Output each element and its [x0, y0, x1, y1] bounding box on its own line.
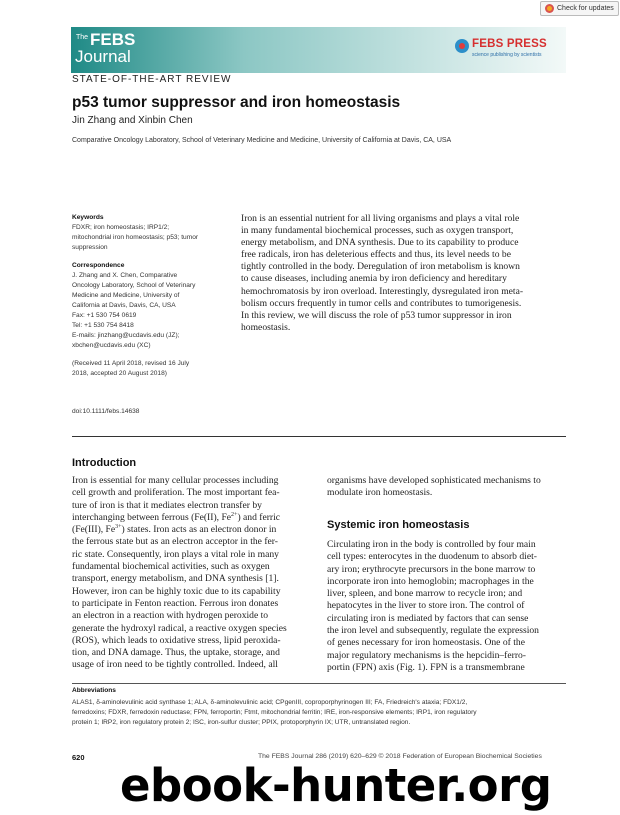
body-line: the ferrous state but as an electron acceptor in the fer- [72, 536, 278, 548]
febs-press-logo [455, 37, 565, 63]
body-line: ary iron; erythrocyte precursors in the bone marrow to [327, 563, 536, 575]
systemic-iron-text [327, 539, 565, 674]
body-line: an electron in a reaction with hydrogen peroxide to [72, 610, 269, 622]
body-line: transport, energy metabolism, and DNA synthesis [1]. [72, 573, 279, 585]
body-line: liver, spleen, and bone marrow to recycle iron; and [327, 588, 523, 600]
superscript: 2+ [231, 511, 238, 518]
body-line: generate the hydroxyl radical, a reactive oxygen species [72, 622, 287, 634]
body-line [72, 512, 310, 524]
fax-number: Fax: +1 530 754 0619 [72, 312, 137, 319]
body-line [72, 524, 310, 536]
keywords-line: mitochondrial iron homeostasis; p53; tumor [72, 234, 199, 241]
article-metadata-sidebar [72, 213, 232, 379]
correspondence-heading: Correspondence [72, 262, 125, 269]
body-line: Iron is essential for many cellular processes including [72, 475, 279, 486]
body-line: circulating iron is mediated by factors that can sense [327, 612, 529, 624]
body-line: cell types: enterocytes in the duodenum to absorb diet- [327, 551, 537, 563]
abbreviations-heading: Abbreviations [72, 687, 116, 694]
text-run: ) and ferric [237, 511, 281, 523]
systemic-iron-heading: Systemic iron homeostasis [327, 519, 470, 531]
keywords-line: FDXR; iron homeostasis; IRP1/2; [72, 224, 170, 231]
body-line: usage of iron need to be tightly controlled. Indeed, all [72, 659, 278, 671]
journal-logo-journal: Journal [75, 47, 131, 66]
body-line: However, iron can be highly toxic due to its capability [72, 585, 281, 597]
article-affiliation: Comparative Oncology Laboratory, School of Veterinary Medicine and Medicine, University of California at Davis, CA, USA [72, 137, 452, 144]
introduction-heading: Introduction [72, 457, 137, 469]
section-divider [72, 436, 566, 437]
abstract [241, 213, 566, 334]
introduction-continued [327, 475, 565, 500]
keywords-line: suppression [72, 244, 108, 251]
tel-number: Tel: +1 530 754 8418 [72, 322, 134, 329]
body-line: incorporate iron into hemoglobin; macrophages in the [327, 575, 534, 587]
correspondence-line: Oncology Laboratory, School of Veterinary [72, 282, 196, 289]
journal-logo-febs: FEBS [90, 30, 136, 49]
watermark: ebook-hunter.org [120, 759, 552, 812]
abstract-line: to cause diseases, including anemia by iron deficiency and hereditary [241, 273, 507, 285]
body-line: portin (FPN) axis (Fig. 1). FPN is a transmembrane [327, 661, 525, 673]
febs-press-name: FEBS PRESS [472, 38, 547, 50]
body-line: tion, and DNA damage. Thus, the uptake, storage, and [72, 647, 280, 659]
text-run: interchanging between ferrous (Fe(II), Fe [72, 511, 232, 523]
abstract-line: energy metabolism, and DNA synthesis. Due to its capability to produce [241, 237, 519, 249]
febs-press-tagline: science publishing by scientists [472, 52, 542, 58]
email-link[interactable]: E-mails: jinzhang@ucdavis.edu (JZ); [72, 332, 180, 339]
correspondence-line: J. Zhang and X. Chen, Comparative [72, 272, 178, 279]
keywords-heading: Keywords [72, 214, 104, 221]
febs-press-icon [455, 39, 469, 53]
doi-link[interactable]: doi:10.1111/febs.14638 [72, 408, 140, 415]
abstract-line: bolism occurs frequently in tumor cells and contributes to tumorigenesis. [241, 297, 522, 309]
journal-logo-the: The [76, 34, 89, 41]
correspondence-line: California at Davis, Davis, CA, USA [72, 302, 176, 309]
abstract-line: hemochromatosis by iron overload. Interestingly, dysregulated iron meta- [241, 285, 524, 297]
abbreviations-line: ALAS1, δ-aminolevulinic acid synthase 1; ALA, δ-aminolevulinic acid; CPgenIII, coproporphyrinogen III; FA, Friedreich's ataxia; FDX1/2, [72, 699, 468, 706]
abbreviations-line: protein 1; IRP2, iron regulatory protein 2; ISC, iron-sulfur cluster; PPIX, protoporphyrin IX; UTR, untranslated region. [72, 719, 411, 726]
abstract-line: in many fundamental biochemical processes, such as oxygen transport, [241, 225, 514, 237]
body-line: ture of iron is that it mediates electron transfer by [72, 499, 262, 511]
body-line: ric state. Consequently, iron plays a vital role in many [72, 548, 279, 560]
body-line: Circulating iron in the body is controlled by four main [327, 539, 536, 550]
journal-citation: The FEBS Journal 286 (2019) 620–629 © 2018 Federation of European Biochemical Societies [258, 753, 542, 760]
body-line: hepatocytes in the liver to store iron. The control of [327, 600, 525, 612]
abbreviations-list [72, 698, 566, 728]
abstract-line: free radicals, iron has deleterious effects and thus, its level needs to be [241, 249, 511, 261]
superscript: 3+ [115, 524, 122, 531]
abstract-line: Iron is an essential nutrient for all living organisms and plays a vital role [241, 213, 520, 224]
received-dates-line: (Received 11 April 2018, revised 16 July [72, 360, 190, 367]
correspondence-line: Medicine and Medicine, University of [72, 292, 180, 299]
body-line: cell growth and proliferation. The most important fea- [72, 487, 280, 499]
check-for-updates-label: Check for updates [557, 5, 614, 12]
body-line: to participate in Fenton reaction. Ferrous iron donates [72, 597, 279, 609]
abbreviations-divider [72, 683, 566, 684]
abbreviations-line: ferredoxins; FDXR, ferredoxin reductase; FPN, ferroportin; Ftmt, mitochondrial ferritin; IRE, iron-responsive elements; IRP1, iron regulatory [72, 709, 477, 716]
article-authors: Jin Zhang and Xinbin Chen [72, 115, 193, 126]
body-line: (ROS), which leads to oxidative stress, lipid peroxida- [72, 634, 281, 646]
body-line: organisms have developed sophisticated mechanisms to [327, 475, 541, 486]
crossmark-icon [545, 4, 554, 13]
article-type-label: STATE-OF-THE-ART REVIEW [72, 74, 232, 85]
check-for-updates-button[interactable] [540, 1, 619, 16]
body-line: major regulatory mechanisms is the hepcidin–ferro- [327, 649, 527, 661]
received-dates-line: 2018, accepted 20 August 2018) [72, 370, 167, 377]
article-title: p53 tumor suppressor and iron homeostasis [72, 94, 401, 111]
page-number: 620 [72, 753, 85, 762]
email-link[interactable]: xbchen@ucdavis.edu (XC) [72, 342, 151, 349]
body-line: the iron level and subsequently, regulate the expression [327, 625, 539, 637]
abstract-line: In this review, we will discuss the role of p53 tumor suppressor in iron [241, 309, 512, 321]
introduction-text [72, 475, 310, 672]
body-line: modulate iron homeostasis. [327, 487, 433, 499]
abstract-line: homeostasis. [241, 321, 291, 333]
text-run: ) states. Iron acts as an electron donor in [121, 524, 277, 536]
abstract-line: tightly controlled in the body. Deregulation of iron metabolism is known [241, 261, 520, 273]
text-run: (Fe(III), Fe [72, 524, 116, 536]
body-line: fundamental biochemical activities, such as oxygen [72, 561, 270, 573]
body-line: of genes necessary for iron homeostasis. One of the [327, 637, 525, 649]
